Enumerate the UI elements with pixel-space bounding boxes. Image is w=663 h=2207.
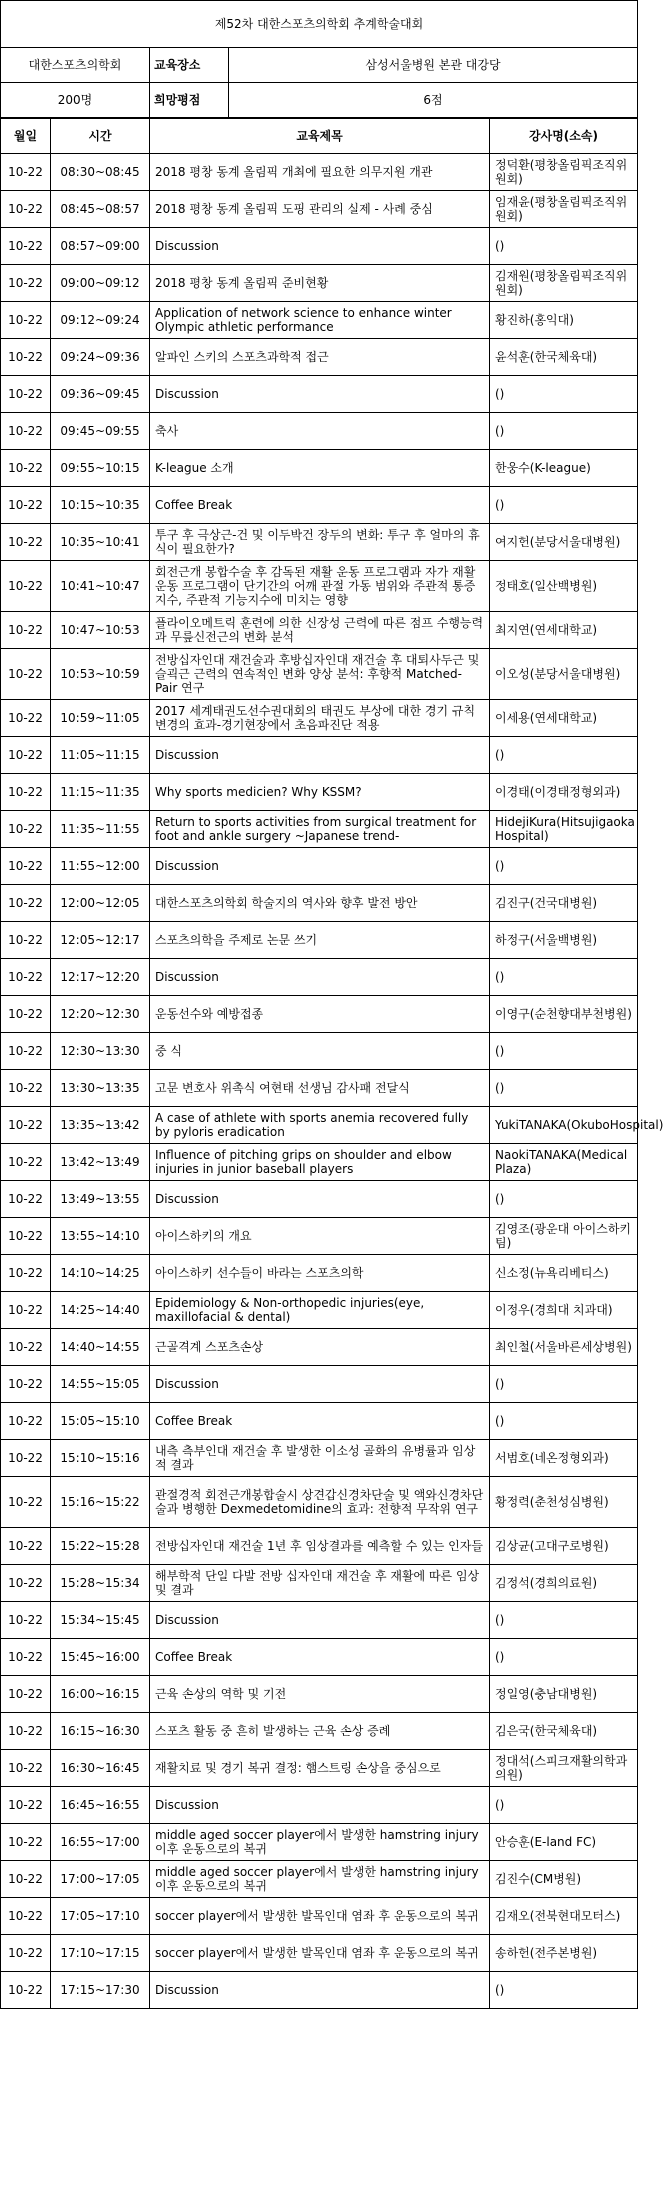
row-subject: 스포츠 활동 중 흔히 발생하는 근육 손상 증례: [150, 1713, 490, 1750]
row-time: 09:45~09:55: [51, 413, 150, 450]
row-time: 11:35~11:55: [51, 811, 150, 848]
row-date: 10-22: [1, 1107, 51, 1144]
row-time: 09:24~09:36: [51, 339, 150, 376]
row-time: 09:00~09:12: [51, 265, 150, 302]
row-date: 10-22: [1, 1935, 51, 1972]
table-row: [1, 1639, 638, 1676]
row-date: 10-22: [1, 413, 51, 450]
row-time: 16:45~16:55: [51, 1787, 150, 1824]
row-date: 10-22: [1, 228, 51, 265]
row-subject: Coffee Break: [150, 1403, 490, 1440]
row-time: 17:00~17:05: [51, 1861, 150, 1898]
row-subject: Application of network science to enhance winter Olympic athletic performance: [150, 302, 490, 339]
row-date: 10-22: [1, 612, 51, 649]
row-time: 09:12~09:24: [51, 302, 150, 339]
table-row: [1, 228, 638, 265]
table-row: [1, 811, 638, 848]
header-date: 월일: [1, 119, 51, 154]
table-row: [1, 922, 638, 959]
table-row: [1, 1750, 638, 1787]
row-subject: Coffee Break: [150, 487, 490, 524]
row-speaker: 황정력(춘천성심병원): [490, 1477, 638, 1528]
row-speaker: (): [490, 737, 638, 774]
venue-label: 교육장소: [150, 48, 229, 83]
header-time: 시간: [51, 119, 150, 154]
row-speaker: 최지연(연세대학교): [490, 612, 638, 649]
row-subject: Coffee Break: [150, 1639, 490, 1676]
row-time: 10:59~11:05: [51, 700, 150, 737]
row-date: 10-22: [1, 1602, 51, 1639]
row-time: 10:15~10:35: [51, 487, 150, 524]
table-row: [1, 1787, 638, 1824]
row-subject: Epidemiology & Non-orthopedic injuries(eye, maxillofacial & dental): [150, 1292, 490, 1329]
row-time: 10:35~10:41: [51, 524, 150, 561]
row-date: 10-22: [1, 1144, 51, 1181]
row-speaker: 신소정(뉴욕리베티스): [490, 1255, 638, 1292]
row-date: 10-22: [1, 191, 51, 228]
row-time: 14:10~14:25: [51, 1255, 150, 1292]
row-time: 13:42~13:49: [51, 1144, 150, 1181]
row-date: 10-22: [1, 1824, 51, 1861]
table-row: [1, 1861, 638, 1898]
row-speaker: (): [490, 1366, 638, 1403]
row-subject: 투구 후 극상근-건 및 이두박건 장두의 변화: 투구 후 얼마의 휴식이 필요한가?: [150, 524, 490, 561]
row-time: 15:45~16:00: [51, 1639, 150, 1676]
row-speaker: 김진수(CM병원): [490, 1861, 638, 1898]
row-subject: Influence of pitching grips on shoulder and elbow injuries in junior baseball players: [150, 1144, 490, 1181]
attendance-value: 200명: [1, 83, 150, 118]
row-speaker: 정덕환(평창올림픽조직위원회): [490, 154, 638, 191]
row-time: 10:41~10:47: [51, 561, 150, 612]
row-speaker: (): [490, 848, 638, 885]
row-subject: Discussion: [150, 376, 490, 413]
table-row: [1, 487, 638, 524]
row-subject: Discussion: [150, 959, 490, 996]
row-date: 10-22: [1, 996, 51, 1033]
row-subject: 아이스하키 선수들이 바라는 스포츠의학: [150, 1255, 490, 1292]
row-speaker: 이세용(연세대학교): [490, 700, 638, 737]
table-row: [1, 1218, 638, 1255]
row-subject: Discussion: [150, 228, 490, 265]
table-row: [1, 1824, 638, 1861]
row-subject: 2018 평창 동계 올림픽 준비현황: [150, 265, 490, 302]
row-date: 10-22: [1, 1033, 51, 1070]
table-row: [1, 1477, 638, 1528]
row-time: 17:10~17:15: [51, 1935, 150, 1972]
row-subject: 재활치료 및 경기 복귀 결정: 햄스트링 손상을 중심으로: [150, 1750, 490, 1787]
row-time: 12:20~12:30: [51, 996, 150, 1033]
row-time: 14:40~14:55: [51, 1329, 150, 1366]
row-time: 15:22~15:28: [51, 1528, 150, 1565]
row-subject: middle aged soccer player에서 발생한 hamstring injury이후 운동으로의 복귀: [150, 1824, 490, 1861]
table-row: [1, 1329, 638, 1366]
row-subject: 운동선수와 예방접종: [150, 996, 490, 1033]
row-speaker: 안승훈(E-land FC): [490, 1824, 638, 1861]
table-row: [1, 376, 638, 413]
row-speaker: (): [490, 413, 638, 450]
row-speaker: 김재오(전북현대모터스): [490, 1898, 638, 1935]
row-speaker: 임재윤(평창올림픽조직위원회): [490, 191, 638, 228]
document-title: 제52차 대한스포츠의학회 추계학술대회: [1, 1, 638, 48]
row-speaker: 김상균(고대구로병원): [490, 1528, 638, 1565]
table-row: [1, 265, 638, 302]
row-time: 09:36~09:45: [51, 376, 150, 413]
row-speaker: 정대석(스피크재활의학과의원): [490, 1750, 638, 1787]
row-subject: 해부학적 단일 다발 전방 십자인대 재건술 후 재활에 따른 임상 및 결과: [150, 1565, 490, 1602]
row-date: 10-22: [1, 487, 51, 524]
table-row: [1, 1602, 638, 1639]
table-row: [1, 885, 638, 922]
row-subject: Why sports medicien? Why KSSM?: [150, 774, 490, 811]
row-date: 10-22: [1, 1181, 51, 1218]
table-row: [1, 1255, 638, 1292]
table-row: [1, 1972, 638, 2009]
row-speaker: (): [490, 228, 638, 265]
table-row: [1, 1033, 638, 1070]
row-subject: 2017 세계태권도선수권대회의 태권도 부상에 대한 경기 규칙 변경의 효과-경기현장에서 초음파진단 적용: [150, 700, 490, 737]
row-speaker: 최인철(서울바른세상병원): [490, 1329, 638, 1366]
row-time: 10:53~10:59: [51, 649, 150, 700]
row-speaker: (): [490, 376, 638, 413]
table-row: [1, 1935, 638, 1972]
table-row: [1, 996, 638, 1033]
row-date: 10-22: [1, 1329, 51, 1366]
row-subject: 알파인 스키의 스포츠과학적 접근: [150, 339, 490, 376]
row-subject: 내측 측부인대 재건술 후 발생한 이소성 골화의 유병률과 임상적 결과: [150, 1440, 490, 1477]
row-time: 08:45~08:57: [51, 191, 150, 228]
row-date: 10-22: [1, 524, 51, 561]
row-subject: Discussion: [150, 1366, 490, 1403]
row-date: 10-22: [1, 1972, 51, 2009]
table-row: [1, 450, 638, 487]
row-time: 16:30~16:45: [51, 1750, 150, 1787]
row-time: 11:55~12:00: [51, 848, 150, 885]
row-subject: Return to sports activities from surgical treatment for foot and ankle surgery ~Japanese trend-: [150, 811, 490, 848]
table-row: [1, 848, 638, 885]
row-date: 10-22: [1, 1477, 51, 1528]
row-speaker: 서범호(네온정형외과): [490, 1440, 638, 1477]
row-subject: 근육 손상의 역학 및 기전: [150, 1676, 490, 1713]
row-speaker: (): [490, 1972, 638, 2009]
table-row: [1, 612, 638, 649]
row-time: 14:55~15:05: [51, 1366, 150, 1403]
row-date: 10-22: [1, 774, 51, 811]
row-date: 10-22: [1, 1898, 51, 1935]
row-time: 08:30~08:45: [51, 154, 150, 191]
row-speaker: 김재원(평창올림픽조직위원회): [490, 265, 638, 302]
row-time: 13:30~13:35: [51, 1070, 150, 1107]
table-row: [1, 1440, 638, 1477]
row-speaker: 김정석(경희의료원): [490, 1565, 638, 1602]
row-date: 10-22: [1, 561, 51, 612]
table-row: [1, 1292, 638, 1329]
row-subject: 근골격계 스포츠손상: [150, 1329, 490, 1366]
row-speaker: 한웅수(K-league): [490, 450, 638, 487]
row-time: 12:00~12:05: [51, 885, 150, 922]
row-date: 10-22: [1, 1070, 51, 1107]
row-time: 15:16~15:22: [51, 1477, 150, 1528]
table-row: [1, 561, 638, 612]
header-speaker: 강사명(소속): [490, 119, 638, 154]
row-date: 10-22: [1, 1713, 51, 1750]
row-speaker: (): [490, 1070, 638, 1107]
row-date: 10-22: [1, 1639, 51, 1676]
row-time: 15:34~15:45: [51, 1602, 150, 1639]
row-subject: 전방십자인대 재건술 1년 후 임상결과를 예측할 수 있는 인자들: [150, 1528, 490, 1565]
row-time: 13:55~14:10: [51, 1218, 150, 1255]
row-date: 10-22: [1, 376, 51, 413]
row-time: 11:15~11:35: [51, 774, 150, 811]
row-subject: 스포츠의학을 주제로 논문 쓰기: [150, 922, 490, 959]
table-row: [1, 700, 638, 737]
row-subject: 중 식: [150, 1033, 490, 1070]
row-time: 15:10~15:16: [51, 1440, 150, 1477]
table-row: [1, 1107, 638, 1144]
row-subject: A case of athlete with sports anemia recovered fully by pyloris eradication: [150, 1107, 490, 1144]
row-speaker: (): [490, 1602, 638, 1639]
row-date: 10-22: [1, 1750, 51, 1787]
row-speaker: 김영조(광운대 아이스하키팀): [490, 1218, 638, 1255]
row-subject: Discussion: [150, 1602, 490, 1639]
row-date: 10-22: [1, 1366, 51, 1403]
row-date: 10-22: [1, 1861, 51, 1898]
row-date: 10-22: [1, 450, 51, 487]
row-time: 12:30~13:30: [51, 1033, 150, 1070]
row-date: 10-22: [1, 1403, 51, 1440]
row-speaker: YukiTANAKA(OkuboHospital): [490, 1107, 638, 1144]
row-subject: 전방십자인대 재건술과 후방십자인대 재건술 후 대퇴사두근 및 슬괵근 근력의 연속적인 변화 양상 분석: 후향적 Matched-Pair 연구: [150, 649, 490, 700]
row-subject: 회전근개 봉합수술 후 감독된 재활 운동 프로그램과 자가 재활 운동 프로그램이 단기간의 어깨 관절 가동 범위와 주관적 통증 지수, 주관적 기능지수에 미치는 영향: [150, 561, 490, 612]
table-row: [1, 1403, 638, 1440]
row-time: 15:05~15:10: [51, 1403, 150, 1440]
row-time: 10:47~10:53: [51, 612, 150, 649]
row-speaker: 이오성(분당서울대병원): [490, 649, 638, 700]
table-row: [1, 1528, 638, 1565]
row-speaker: 이정우(경희대 치과대): [490, 1292, 638, 1329]
row-time: 16:55~17:00: [51, 1824, 150, 1861]
row-date: 10-22: [1, 848, 51, 885]
table-row: [1, 774, 638, 811]
table-row: [1, 191, 638, 228]
schedule-body: [1, 154, 663, 2009]
row-speaker: NaokiTANAKA(Medical Plaza): [490, 1144, 638, 1181]
row-speaker: (): [490, 1639, 638, 1676]
row-speaker: 정일영(충남대병원): [490, 1676, 638, 1713]
table-row: [1, 339, 638, 376]
row-speaker: (): [490, 487, 638, 524]
row-date: 10-22: [1, 700, 51, 737]
table-row: [1, 649, 638, 700]
row-date: 10-22: [1, 339, 51, 376]
row-subject: 대한스포츠의학회 학술지의 역사와 향후 발전 방안: [150, 885, 490, 922]
row-subject: 고문 변호사 위촉식 여현태 선생님 감사패 전달식: [150, 1070, 490, 1107]
row-speaker: 이영구(순천향대부천병원): [490, 996, 638, 1033]
row-subject: 2018 평창 동계 올림픽 개최에 필요한 의무지원 개관: [150, 154, 490, 191]
table-row: [1, 524, 638, 561]
table-row: [1, 1070, 638, 1107]
row-date: 10-22: [1, 959, 51, 996]
row-time: 13:49~13:55: [51, 1181, 150, 1218]
row-speaker: (): [490, 959, 638, 996]
row-subject: 축사: [150, 413, 490, 450]
row-subject: Discussion: [150, 1972, 490, 2009]
row-subject: middle aged soccer player에서 발생한 hamstring injury이후 운동으로의 복귀: [150, 1861, 490, 1898]
row-speaker: 김진구(건국대병원): [490, 885, 638, 922]
row-speaker: (): [490, 1787, 638, 1824]
row-time: 08:57~09:00: [51, 228, 150, 265]
row-date: 10-22: [1, 1292, 51, 1329]
row-date: 10-22: [1, 1440, 51, 1477]
row-date: 10-22: [1, 811, 51, 848]
row-date: 10-22: [1, 737, 51, 774]
row-speaker: 황진하(홍익대): [490, 302, 638, 339]
table-row: [1, 413, 638, 450]
row-subject: soccer player에서 발생한 발목인대 염좌 후 운동으로의 복귀: [150, 1935, 490, 1972]
row-speaker: 하정구(서울백병원): [490, 922, 638, 959]
table-row: [1, 1144, 638, 1181]
row-subject: 관절경적 회전근개봉합술시 상견갑신경차단술 및 액와신경차단술과 병행한 Dexmedetomidine의 효과: 전향적 무작위 연구: [150, 1477, 490, 1528]
row-date: 10-22: [1, 1676, 51, 1713]
row-subject: Discussion: [150, 848, 490, 885]
row-speaker: 정태호(일산백병원): [490, 561, 638, 612]
table-row: [1, 1676, 638, 1713]
row-date: 10-22: [1, 1218, 51, 1255]
row-time: 12:17~12:20: [51, 959, 150, 996]
row-date: 10-22: [1, 1528, 51, 1565]
row-time: 17:15~17:30: [51, 1972, 150, 2009]
row-date: 10-22: [1, 1565, 51, 1602]
row-date: 10-22: [1, 922, 51, 959]
row-time: 16:15~16:30: [51, 1713, 150, 1750]
row-time: 16:00~16:15: [51, 1676, 150, 1713]
row-date: 10-22: [1, 302, 51, 339]
row-speaker: (): [490, 1403, 638, 1440]
table-row: [1, 1565, 638, 1602]
table-row: [1, 1181, 638, 1218]
table-row: [1, 1713, 638, 1750]
row-date: 10-22: [1, 649, 51, 700]
row-speaker: 이경태(이경태정형외과): [490, 774, 638, 811]
row-speaker: 송하헌(전주본병원): [490, 1935, 638, 1972]
row-date: 10-22: [1, 885, 51, 922]
schedule-header-row: [1, 119, 638, 154]
row-subject: Discussion: [150, 737, 490, 774]
row-subject: Discussion: [150, 1181, 490, 1218]
table-row: [1, 959, 638, 996]
row-subject: Discussion: [150, 1787, 490, 1824]
row-subject: K-league 소개: [150, 450, 490, 487]
schedule-table: [0, 118, 663, 2009]
summary-table: [0, 0, 638, 118]
row-time: 14:25~14:40: [51, 1292, 150, 1329]
row-speaker: HidejiKura(Hitsujigaoka Hospital): [490, 811, 638, 848]
row-speaker: (): [490, 1033, 638, 1070]
row-time: 15:28~15:34: [51, 1565, 150, 1602]
row-time: 13:35~13:42: [51, 1107, 150, 1144]
row-subject: 2018 평창 동계 올림픽 도핑 관리의 실제 - 사례 중심: [150, 191, 490, 228]
credit-value: 6점: [229, 83, 638, 118]
row-speaker: 김은국(한국체육대): [490, 1713, 638, 1750]
row-subject: soccer player에서 발생한 발목인대 염좌 후 운동으로의 복귀: [150, 1898, 490, 1935]
row-speaker: 여지헌(분당서울대병원): [490, 524, 638, 561]
organizer-value: 대한스포츠의학회: [1, 48, 150, 83]
credit-label: 희망평점: [150, 83, 229, 118]
row-date: 10-22: [1, 1787, 51, 1824]
row-subject: 아이스하키의 개요: [150, 1218, 490, 1255]
table-row: [1, 1898, 638, 1935]
row-speaker: 윤석훈(한국체육대): [490, 339, 638, 376]
row-time: 09:55~10:15: [51, 450, 150, 487]
row-time: 11:05~11:15: [51, 737, 150, 774]
venue-value: 삼성서울병원 본관 대강당: [229, 48, 638, 83]
table-row: [1, 154, 638, 191]
row-speaker: (): [490, 1181, 638, 1218]
row-date: 10-22: [1, 1255, 51, 1292]
row-subject: 플라이오메트릭 훈련에 의한 신장성 근력에 따른 점프 수행능력과 무릎신전근의 변화 분석: [150, 612, 490, 649]
row-date: 10-22: [1, 265, 51, 302]
row-time: 12:05~12:17: [51, 922, 150, 959]
row-date: 10-22: [1, 154, 51, 191]
row-time: 17:05~17:10: [51, 1898, 150, 1935]
table-row: [1, 302, 638, 339]
table-row: [1, 737, 638, 774]
table-row: [1, 1366, 638, 1403]
header-subject: 교육제목: [150, 119, 490, 154]
